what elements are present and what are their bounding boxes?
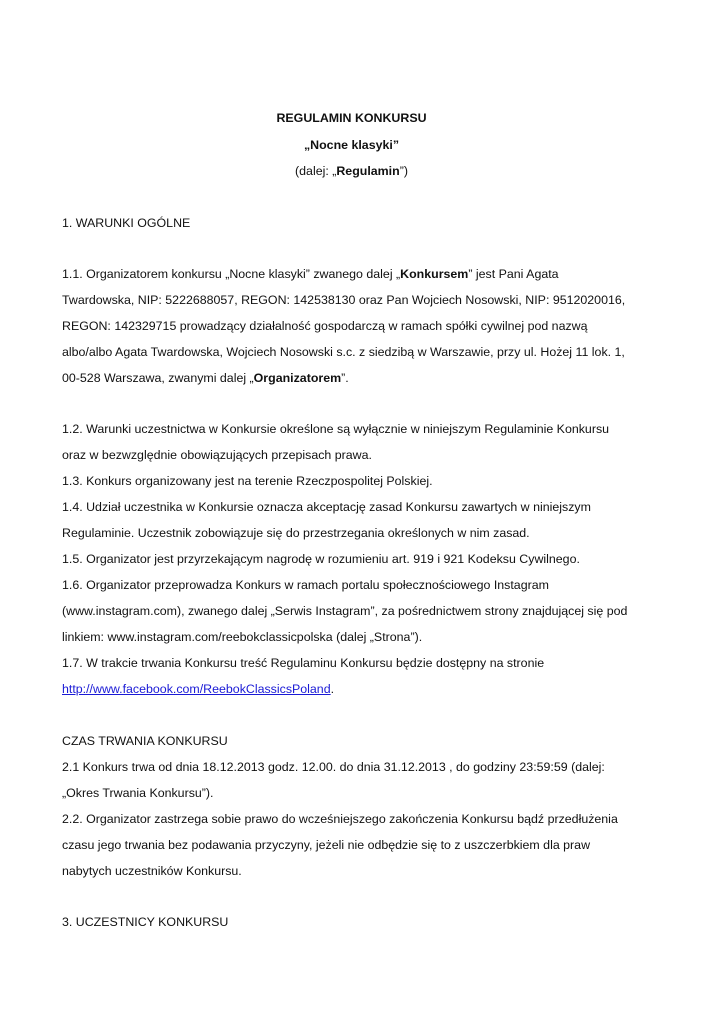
document-title: REGULAMIN KONKURSU [276,111,427,125]
section-3-heading: 3. UCZESTNICY KONKURSU [62,915,229,929]
section-1-heading: 1. WARUNKI OGÓLNE [62,216,191,230]
paragraph-1-1-line-5: 00-528 Warszawa, zwanymi dalej „Organizatorem”. [62,371,349,385]
paragraph-1-1-line-1: 1.1. Organizatorem konkursu „Nocne klasyki” zwanego dalej „Konkursem” jest Pani Agata [62,267,559,281]
paragraph-1-1-line-4: albo/albo Agata Twardowska, Wojciech Nosowski s.c. z siedzibą w Warszawie, przy ul. Hożej 11 lok. 1, [62,345,625,359]
document-subtitle: „Nocne klasyki” [303,138,400,152]
paragraph-2-1-line-1: 2.1 Konkurs trwa od dnia 18.12.2013 godz. 12.00. do dnia 31.12.2013 , do godziny 23:59:59 (dalej: [62,760,605,774]
paragraph-1-1-line-2: Twardowska, NIP: 5222688057, REGON: 142538130 oraz Pan Wojciech Nosowski, NIP: 9512020016, [62,293,626,307]
paragraph-1-4-line-2: Regulaminie. Uczestnik zobowiązuje się do przestrzegania określonych w nim zasad. [62,526,530,540]
paragraph-1-7-line-1: 1.7. W trakcie trwania Konkursu treść Regulaminu Konkursu będzie dostępny na stronie [62,656,545,670]
paragraph-1-2-line-1: 1.2. Warunki uczestnictwa w Konkursie określone są wyłącznie w niniejszym Regulaminie Konkursu [62,422,610,436]
facebook-link[interactable]: http://www.facebook.com/ReebokClassicsPoland [62,682,331,696]
paragraph-2-1-line-2: „Okres Trwania Konkursu”). [62,786,214,800]
paragraph-1-6-line-1: 1.6. Organizator przeprowadza Konkurs w ramach portalu społecznościowego Instagram [62,578,549,592]
regulamin-alias: (dalej: „Regulamin”) [295,164,408,178]
paragraph-1-1-line-3: REGON: 142329715 prowadzący działalność gospodarczą w ramach spółki cywilnej pod nazwą [62,319,588,333]
paragraph-1-4-line-1: 1.4. Udział uczestnika w Konkursie oznacza akceptację zasad Konkursu zawartych w niniejszym [62,500,591,514]
paragraph-1-6-line-3: linkiem: www.instagram.com/reebokclassicpolska (dalej „Strona”). [62,630,423,644]
paragraph-2-2-line-3: nabytych uczestników Konkursu. [62,864,242,878]
paragraph-1-6-line-2: (www.instagram.com), zwanego dalej „Serwis Instagram”, za pośrednictwem strony znajdującej się pod [62,604,628,618]
paragraph-2-2-line-1: 2.2. Organizator zastrzega sobie prawo do wcześniejszego zakończenia Konkursu bądź przedłużenia [62,812,618,826]
section-2-heading: CZAS TRWANIA KONKURSU [62,734,228,748]
paragraph-1-2-line-2: oraz w bezwzględnie obowiązujących przepisach prawa. [62,448,372,462]
paragraph-2-2-line-2: czasu jego trwania bez podawania przyczyny, jeżeli nie odbędzie się to z uszczerbkiem dla praw [62,838,591,852]
paragraph-1-7-line-2: http://www.facebook.com/ReebokClassicsPoland. [62,682,335,696]
paragraph-1-5: 1.5. Organizator jest przyrzekającym nagrodę w rozumieniu art. 919 i 921 Kodeksu Cywilnego. [62,552,580,566]
paragraph-1-3: 1.3. Konkurs organizowany jest na terenie Rzeczpospolitej Polskiej. [62,474,433,488]
